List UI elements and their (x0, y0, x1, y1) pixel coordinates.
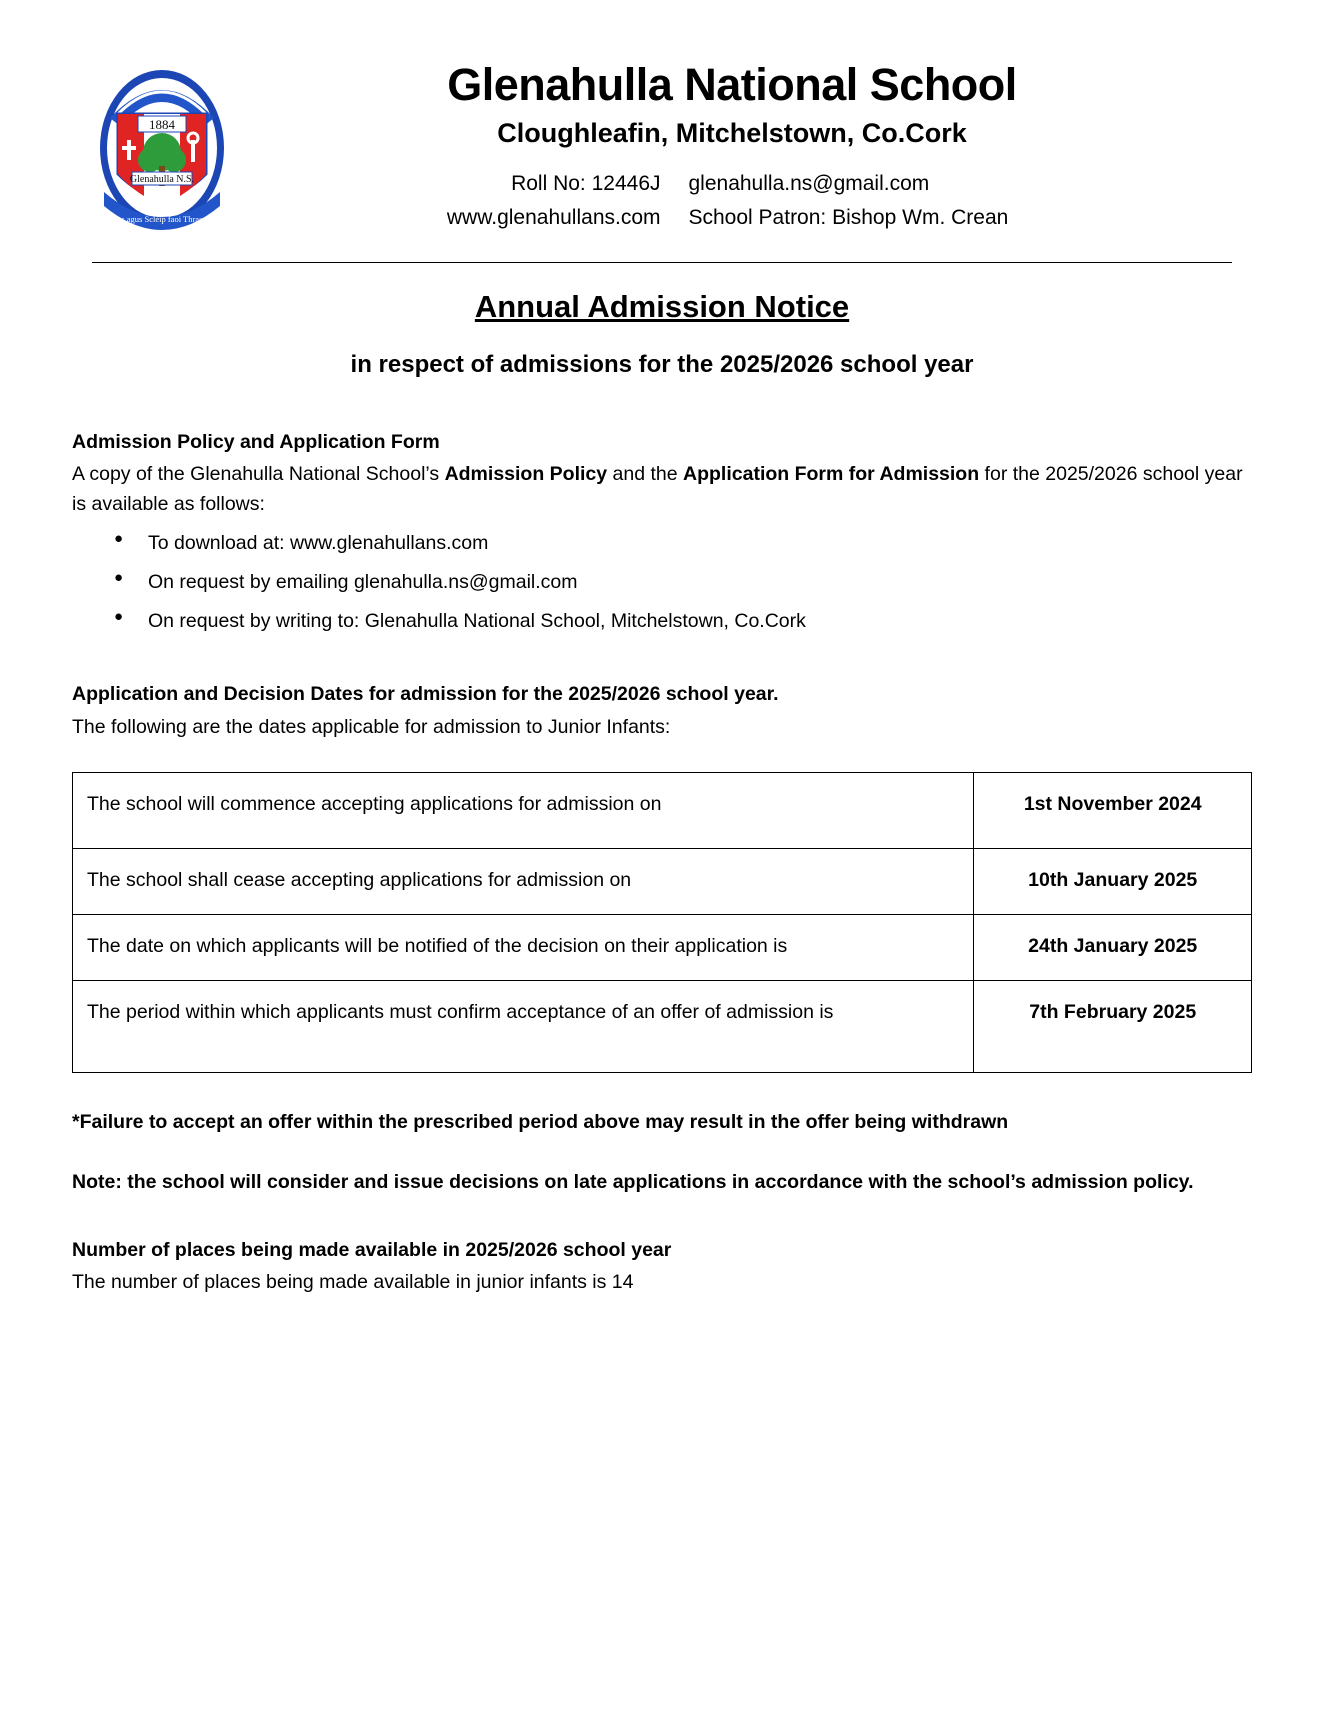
places-section-heading: Number of places being made available in 2025/2026 school year (72, 1239, 672, 1262)
policy-section-heading: Admission Policy and Application Form (72, 431, 440, 453)
table-cell-value: 7th February 2025 (974, 980, 1252, 1072)
school-patron: School Patron: Bishop Wm. Crean (688, 205, 1009, 229)
school-contact-block (212, 167, 1252, 234)
policy-intro-part3: for the 2025/2026 school year is available as follows: (72, 463, 1243, 516)
list-item: ● On request by emailing glenahulla.ns@gmail.com (114, 567, 1252, 597)
table-cell-value: 24th January 2025 (974, 914, 1252, 980)
policy-intro-bold1: Admission Policy (444, 463, 608, 486)
page-subtitle: in respect of admissions for the 2025/2026 school year (350, 351, 974, 378)
school-email: glenahulla.ns@gmail.com (688, 172, 930, 196)
table-row (73, 848, 1252, 914)
school-name: Glenahulla National School (447, 59, 1017, 110)
policy-section-intro (72, 459, 1252, 519)
table-cell-value: 10th January 2025 (974, 848, 1252, 914)
table-cell-label: The school will commence accepting applications for admission on (73, 772, 974, 848)
policy-intro-part1: A copy of the Glenahulla National School’s (72, 463, 445, 486)
policy-intro-part2: and the (607, 463, 684, 486)
table-cell-label: The date on which applicants will be notified of the decision on their application is (73, 914, 974, 980)
school-crest-icon (92, 56, 232, 236)
admission-dates-table (72, 772, 1252, 1073)
table-cell-label: The school shall cease accepting applications for admission on (73, 848, 974, 914)
dates-section-heading: Application and Decision Dates for admission for the 2025/2026 school year. (72, 683, 779, 706)
svg-text:Oideas agus Scléip faoi Thrasn: Oideas agus Scléip faoi Thrasnú Dé (101, 214, 223, 224)
page-title: Annual Admission Notice (474, 289, 850, 324)
acceptance-footnote: *Failure to accept an offer within the prescribed period above may result in the offer being withdrawn (72, 1110, 1009, 1133)
school-address: Cloughleafin, Mitchelstown, Co.Cork (497, 118, 967, 149)
roll-number: Roll No: 12446J (511, 172, 661, 196)
table-cell-value: 1st November 2024 (974, 772, 1252, 848)
table-cell-label: The period within which applicants must confirm acceptance of an offer of admission is (73, 980, 974, 1072)
policy-intro-bold2: Application Form for Admission (683, 463, 980, 486)
school-website: www.glenahullans.com (446, 205, 661, 229)
policy-availability-list (72, 528, 1252, 637)
document-body (72, 427, 1252, 1298)
table-row (73, 772, 1252, 848)
table-row (73, 914, 1252, 980)
list-item: ● On request by writing to: Glenahulla National School, Mitchelstown, Co.Cork (114, 606, 1252, 636)
late-applications-note: Note: the school will consider and issue decisions on late applications in accordance with the school’s admission policy. (72, 1170, 1194, 1193)
document-header (72, 48, 1252, 236)
svg-text:Glenahulla N.S.: Glenahulla N.S. (129, 174, 195, 185)
header-divider (92, 262, 1232, 263)
list-item: ● To download at: www.glenahullans.com (114, 528, 1252, 558)
dates-section-intro: The following are the dates applicable for admission to Junior Infants: (72, 715, 671, 738)
table-row (73, 980, 1252, 1072)
places-section-text: The number of places being made available in junior infants is 14 (72, 1271, 634, 1294)
svg-text:1884: 1884 (149, 117, 175, 132)
